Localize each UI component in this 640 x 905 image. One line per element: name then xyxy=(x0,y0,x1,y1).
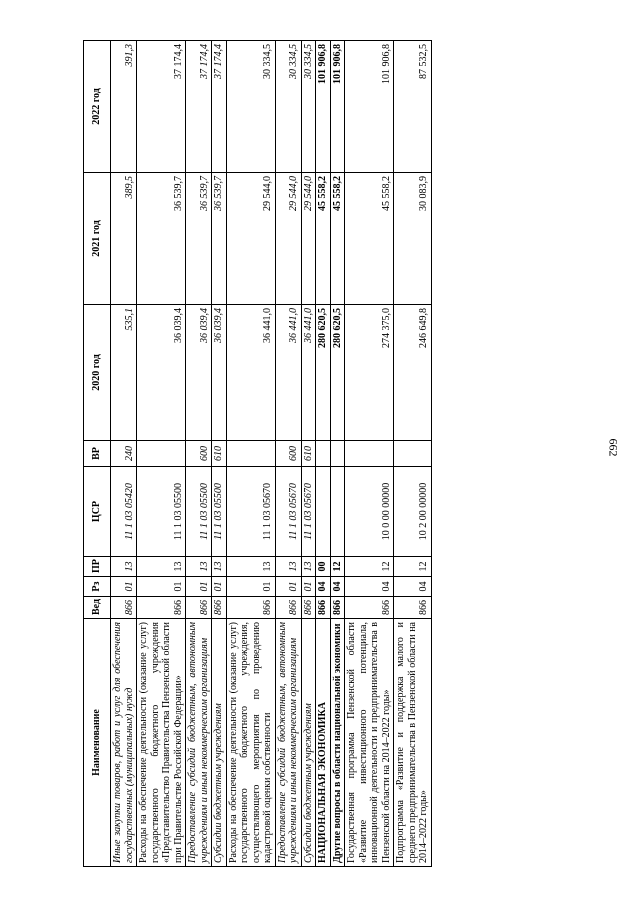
table-row xyxy=(301,41,316,867)
table-header-row xyxy=(84,41,111,867)
cell-2020: 280 620,5 xyxy=(330,305,345,441)
cell-ved: 866 xyxy=(212,597,227,619)
cell-csr: 11 1 03 05500 xyxy=(186,467,212,557)
header-vr: ВР xyxy=(84,441,111,467)
cell-2022: 101 906,8 xyxy=(330,41,345,173)
cell-rz: 01 xyxy=(275,577,301,597)
cell-rz: 01 xyxy=(186,577,212,597)
cell-ved: 866 xyxy=(111,597,137,619)
cell-csr: 11 1 03 05500 xyxy=(137,467,186,557)
cell-name: Предоставление субсидий бюджетным, автономным учреждениям и иным некоммерческим организациям xyxy=(186,619,212,867)
cell-name: Субсидии бюджетным учреждениям xyxy=(212,619,227,867)
cell-2021: 45 558,2 xyxy=(316,173,331,305)
cell-2022: 87 532,5 xyxy=(394,41,432,173)
cell-2021: 36 539,7 xyxy=(212,173,227,305)
cell-csr: 11 1 03 05670 xyxy=(275,467,301,557)
cell-vr: 240 xyxy=(111,441,137,467)
cell-2021: 30 083,9 xyxy=(394,173,432,305)
cell-rz: 01 xyxy=(137,577,186,597)
cell-pr: 13 xyxy=(275,557,301,577)
cell-vr xyxy=(316,441,331,467)
cell-rz: 04 xyxy=(316,577,331,597)
table-row xyxy=(330,41,345,867)
cell-rz: 01 xyxy=(111,577,137,597)
cell-ved: 866 xyxy=(394,597,432,619)
cell-name: Субсидии бюджетным учреждениям xyxy=(301,619,316,867)
header-csr: ЦСР xyxy=(84,467,111,557)
budget-table xyxy=(83,40,432,867)
cell-2020: 535,1 xyxy=(111,305,137,441)
table-row xyxy=(137,41,186,867)
cell-vr: 600 xyxy=(275,441,301,467)
cell-2021: 29 544,0 xyxy=(275,173,301,305)
cell-2022: 30 334,5 xyxy=(226,41,275,173)
rotated-table-frame xyxy=(83,41,548,867)
cell-vr xyxy=(394,441,432,467)
cell-rz: 04 xyxy=(330,577,345,597)
cell-2020: 280 620,5 xyxy=(316,305,331,441)
cell-name: Иные закупки товаров, работ и услуг для обеспечения государственных (муниципальных) нужд xyxy=(111,619,137,867)
cell-name: НАЦИОНАЛЬНАЯ ЭКОНОМИКА xyxy=(316,619,331,867)
cell-2021: 29 544,0 xyxy=(301,173,316,305)
cell-ved: 866 xyxy=(330,597,345,619)
cell-rz: 01 xyxy=(301,577,316,597)
cell-name: Предоставление субсидий бюджетным, автономным учреждениям и иным некоммерческим организациям xyxy=(275,619,301,867)
cell-name: Подпрограмма «Развитие и поддержка малого и среднего предпринимательства в Пензенской области на 2014–2022 годы» xyxy=(394,619,432,867)
table-row xyxy=(186,41,212,867)
cell-name: Расходы на обеспечение деятельности (оказание услуг) государственного бюджетного учреждения, осуществляющего мероприятия по проведению кадастровой оценки собственности xyxy=(226,619,275,867)
cell-name: Государственная программа Пензенской области «Развитие инвестиционного потенциала, инновационной деятельности и предпринимательства в Пензенской области на 2014–2022 годы» xyxy=(345,619,394,867)
cell-name: Расходы на обеспечение деятельности (оказание услуг) государственного бюджетного учреждения «Представительство Правительства Пензенской области при Правительстве Российской Федерации» xyxy=(137,619,186,867)
cell-pr: 12 xyxy=(330,557,345,577)
cell-csr: 10 2 00 00000 xyxy=(394,467,432,557)
cell-vr xyxy=(226,441,275,467)
header-2020: 2020 год xyxy=(84,305,111,441)
cell-rz: 01 xyxy=(226,577,275,597)
header-name: Наименование xyxy=(84,619,111,867)
cell-2021: 36 539,7 xyxy=(186,173,212,305)
cell-csr: 11 1 03 05670 xyxy=(301,467,316,557)
cell-pr: 00 xyxy=(316,557,331,577)
cell-2021: 45 558,2 xyxy=(330,173,345,305)
header-2022: 2022 год xyxy=(84,41,111,173)
cell-2022: 101 906,8 xyxy=(345,41,394,173)
page-number: 662 xyxy=(606,438,621,457)
cell-ved: 866 xyxy=(275,597,301,619)
cell-2022: 37 174,4 xyxy=(186,41,212,173)
cell-csr xyxy=(316,467,331,557)
cell-ved: 866 xyxy=(316,597,331,619)
cell-2020: 246 649,8 xyxy=(394,305,432,441)
cell-rz: 04 xyxy=(394,577,432,597)
cell-csr: 10 0 00 00000 xyxy=(345,467,394,557)
cell-ved: 866 xyxy=(301,597,316,619)
cell-vr xyxy=(345,441,394,467)
cell-2022: 37 174,4 xyxy=(212,41,227,173)
cell-pr: 13 xyxy=(301,557,316,577)
cell-2022: 30 334,5 xyxy=(275,41,301,173)
cell-csr xyxy=(330,467,345,557)
cell-pr: 13 xyxy=(137,557,186,577)
cell-2021: 45 558,2 xyxy=(345,173,394,305)
cell-name: Другие вопросы в области национальной экономики xyxy=(330,619,345,867)
header-rz: Рз xyxy=(84,577,111,597)
cell-ved: 866 xyxy=(345,597,394,619)
table-row xyxy=(212,41,227,867)
cell-2020: 36 039,4 xyxy=(137,305,186,441)
cell-2021: 36 539,7 xyxy=(137,173,186,305)
cell-2021: 29 544,0 xyxy=(226,173,275,305)
cell-vr xyxy=(137,441,186,467)
cell-pr: 13 xyxy=(186,557,212,577)
cell-rz: 01 xyxy=(212,577,227,597)
cell-vr xyxy=(330,441,345,467)
table-row xyxy=(316,41,331,867)
cell-2020: 36 441,0 xyxy=(226,305,275,441)
cell-2022: 101 906,8 xyxy=(316,41,331,173)
cell-ved: 866 xyxy=(186,597,212,619)
header-2021: 2021 год xyxy=(84,173,111,305)
cell-pr: 13 xyxy=(226,557,275,577)
cell-2021: 389,5 xyxy=(111,173,137,305)
table-row xyxy=(111,41,137,867)
header-pr: ПР xyxy=(84,557,111,577)
cell-ved: 866 xyxy=(226,597,275,619)
cell-2020: 36 039,4 xyxy=(186,305,212,441)
cell-ved: 866 xyxy=(137,597,186,619)
cell-pr: 12 xyxy=(394,557,432,577)
table-row xyxy=(345,41,394,867)
cell-csr: 11 1 03 05670 xyxy=(226,467,275,557)
table-row xyxy=(275,41,301,867)
cell-csr: 11 1 03 05420 xyxy=(111,467,137,557)
header-ved: Вед xyxy=(84,597,111,619)
cell-csr: 11 1 03 05500 xyxy=(212,467,227,557)
cell-pr: 12 xyxy=(345,557,394,577)
cell-vr: 610 xyxy=(301,441,316,467)
table-row xyxy=(394,41,432,867)
cell-rz: 04 xyxy=(345,577,394,597)
cell-pr: 13 xyxy=(212,557,227,577)
cell-vr: 610 xyxy=(212,441,227,467)
cell-2020: 36 039,4 xyxy=(212,305,227,441)
cell-2022: 37 174,4 xyxy=(137,41,186,173)
cell-2022: 30 334,5 xyxy=(301,41,316,173)
cell-2020: 36 441,0 xyxy=(301,305,316,441)
cell-pr: 13 xyxy=(111,557,137,577)
cell-2022: 391,3 xyxy=(111,41,137,173)
cell-2020: 36 441,0 xyxy=(275,305,301,441)
cell-2020: 274 375,0 xyxy=(345,305,394,441)
table-body xyxy=(111,41,432,867)
cell-vr: 600 xyxy=(186,441,212,467)
table-row xyxy=(226,41,275,867)
